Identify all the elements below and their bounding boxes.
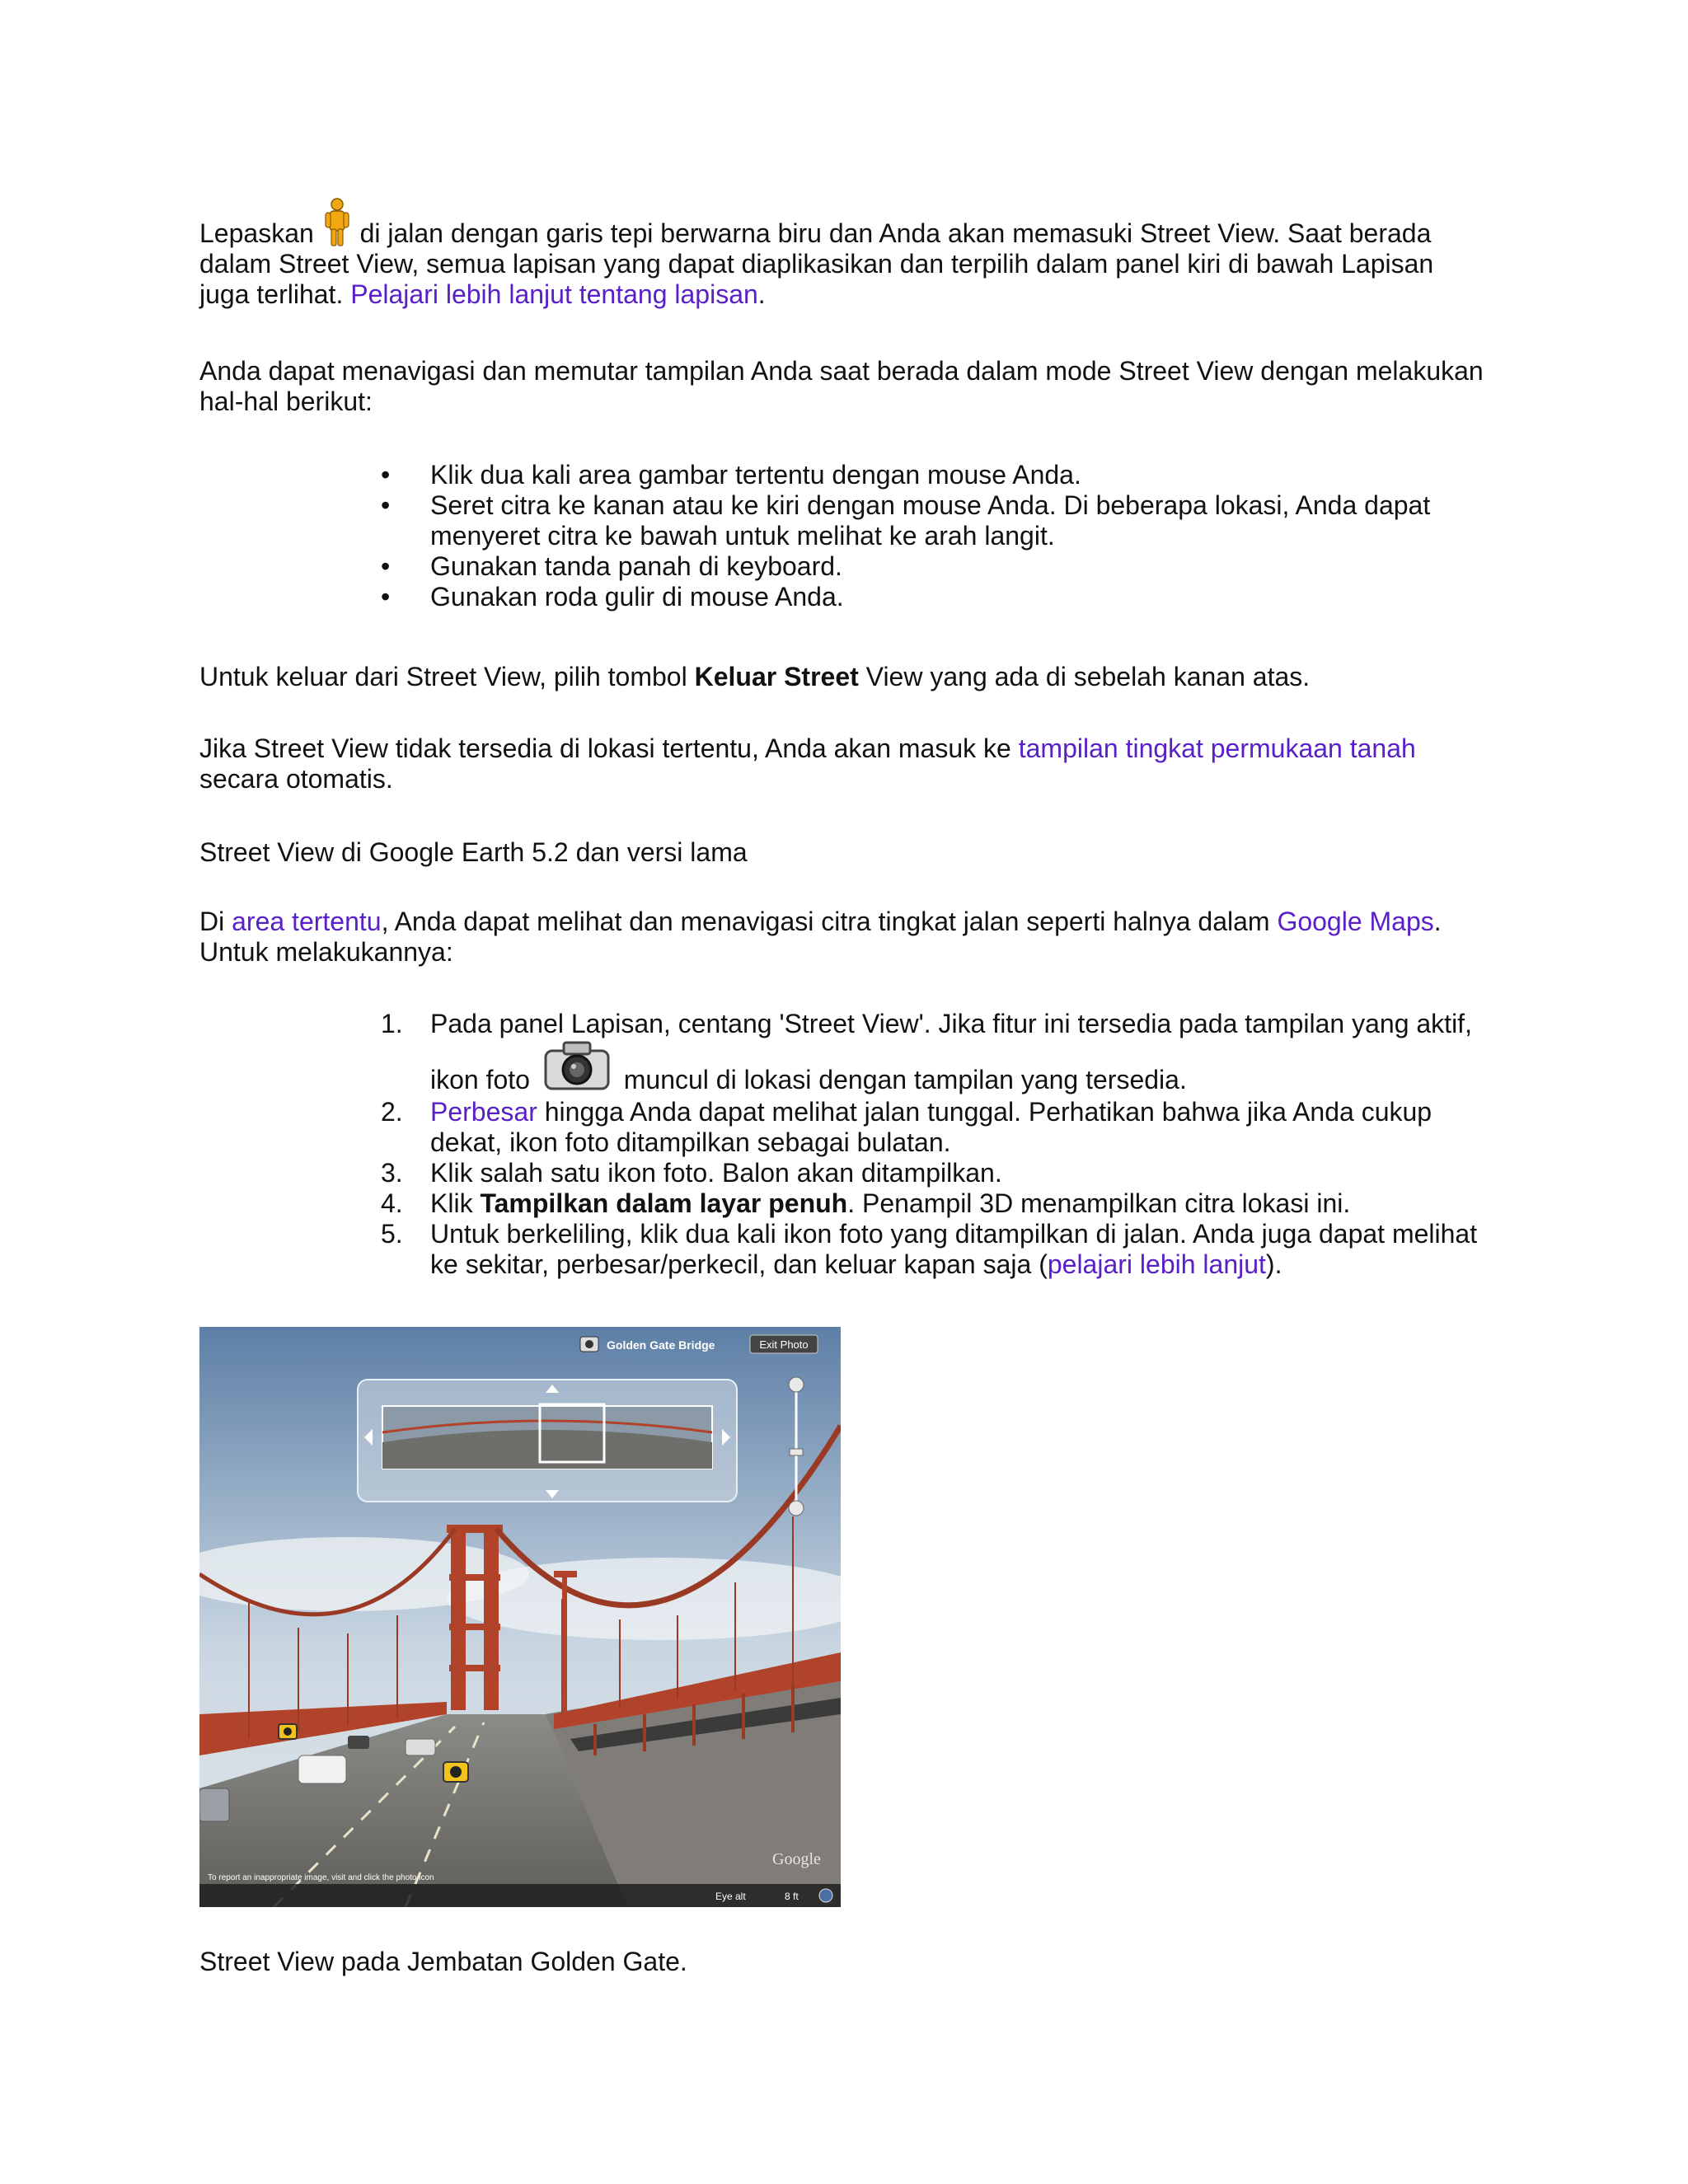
top-toolbar xyxy=(580,1335,818,1353)
layers-learn-more-link[interactable]: Pelajari lebih lanjut tentang lapisan xyxy=(350,279,758,309)
google-watermark: Google xyxy=(772,1850,821,1868)
report-text: To report an inappropriate image, visit and click the photo icon xyxy=(208,1873,434,1882)
section-heading: Street View di Google Earth 5.2 dan versi lama xyxy=(199,837,748,867)
list-item: 3. Klik salah satu ikon foto. Balon akan ditampilkan. xyxy=(381,1158,1002,1188)
bullet-symbol: • xyxy=(381,490,391,520)
camera-icon xyxy=(544,1039,610,1092)
eye-alt-label: Eye alt xyxy=(715,1891,746,1902)
intro-paragraph: Lepaskan di jalan dengan garis tepi berwarna biru dan Anda akan memasuki Street View. Saat berada dalam Street View, semua lapisan yang dapat diaplikasikan dan terpilih dalam panel kiri di bawah Lapisan juga terlihat. Pelajari lebih lanjut tentang lapisan. xyxy=(199,198,1485,310)
zoom-out-icon[interactable] xyxy=(789,1501,804,1516)
photo-marker-icon[interactable] xyxy=(279,1724,297,1739)
unavailable-paragraph: Jika Street View tidak tersedia di lokasi tertentu, Anda akan masuk ke tampilan tingkat permukaan tanah secara otomatis. xyxy=(199,733,1416,794)
list-item: 1. Pada panel Lapisan, centang 'Street View'. Jika fitur ini tersedia pada tampilan yang aktif, ikon foto muncul di lokasi dengan tampilan yang tersedia. xyxy=(381,1009,1472,1094)
pegman-icon xyxy=(323,198,351,247)
bullet-symbol: • xyxy=(381,460,391,490)
ground-level-view-link[interactable]: tampilan tingkat permukaan tanah xyxy=(1018,733,1416,763)
list-item: 4. Klik Tampilkan dalam layar penuh. Penampil 3D menampilkan citra lokasi ini. xyxy=(381,1188,1351,1218)
navigation-bullet-list xyxy=(381,460,1485,612)
zoom-handle[interactable] xyxy=(790,1449,803,1455)
list-item: • Seret citra ke kanan atau ke kiri dengan mouse Anda. Di beberapa lokasi, Anda dapat menyeret citra ke bawah untuk melihat ke arah langit. xyxy=(381,490,1431,551)
google-maps-link[interactable]: Google Maps xyxy=(1277,907,1434,936)
navigation-panel[interactable] xyxy=(358,1380,737,1502)
list-item: 2. Perbesar hingga Anda dapat melihat jalan tunggal. Perhatikan bahwa jika Anda cukup dekat, ikon foto ditampilkan sebagai bulatan. xyxy=(381,1097,1432,1157)
learn-more-link[interactable]: pelajari lebih lanjut xyxy=(1047,1249,1266,1279)
list-item: 5. Untuk berkeliling, klik dua kali ikon foto yang ditampilkan di jalan. Anda juga dapat melihat ke sekitar, perbesar/perkecil, dan keluar kapan saja (pelajari lebih lanjut). xyxy=(381,1219,1478,1279)
photo-marker-icon[interactable] xyxy=(443,1762,468,1782)
zoom-in-icon[interactable] xyxy=(789,1377,804,1392)
image-caption: Street View pada Jembatan Golden Gate. xyxy=(199,1947,687,1976)
zoom-in-link[interactable]: Perbesar xyxy=(430,1097,537,1127)
list-item: • Gunakan roda gulir di mouse Anda. xyxy=(381,582,844,612)
place-label: Golden Gate Bridge xyxy=(607,1338,715,1352)
certain-area-link[interactable]: area tertentu xyxy=(232,907,382,936)
eye-alt-value: 8 ft xyxy=(785,1891,799,1902)
navigation-intro-paragraph: Anda dapat menavigasi dan memutar tampilan Anda saat berada dalam mode Street View dengan melakukan hal-hal berikut: xyxy=(199,356,1484,416)
list-item: • Gunakan tanda panah di keyboard. xyxy=(381,551,842,581)
google-earth-paragraph: Di area tertentu, Anda dapat melihat dan menavigasi citra tingkat jalan seperti halnya dalam Google Maps. Untuk melakukannya: xyxy=(199,907,1442,967)
list-item: • Klik dua kali area gambar tertentu dengan mouse Anda. xyxy=(381,460,1081,490)
bullet-symbol: • xyxy=(381,551,391,581)
street-view-screenshot xyxy=(199,1327,841,1907)
steps-list xyxy=(381,1009,1485,1280)
exit-street-view-paragraph: Untuk keluar dari Street View, pilih tombol Keluar Street View yang ada di sebelah kanan atas. xyxy=(199,662,1311,691)
bullet-symbol: • xyxy=(381,582,391,612)
exit-photo-label[interactable]: Exit Photo xyxy=(759,1338,809,1351)
globe-icon xyxy=(819,1889,832,1902)
